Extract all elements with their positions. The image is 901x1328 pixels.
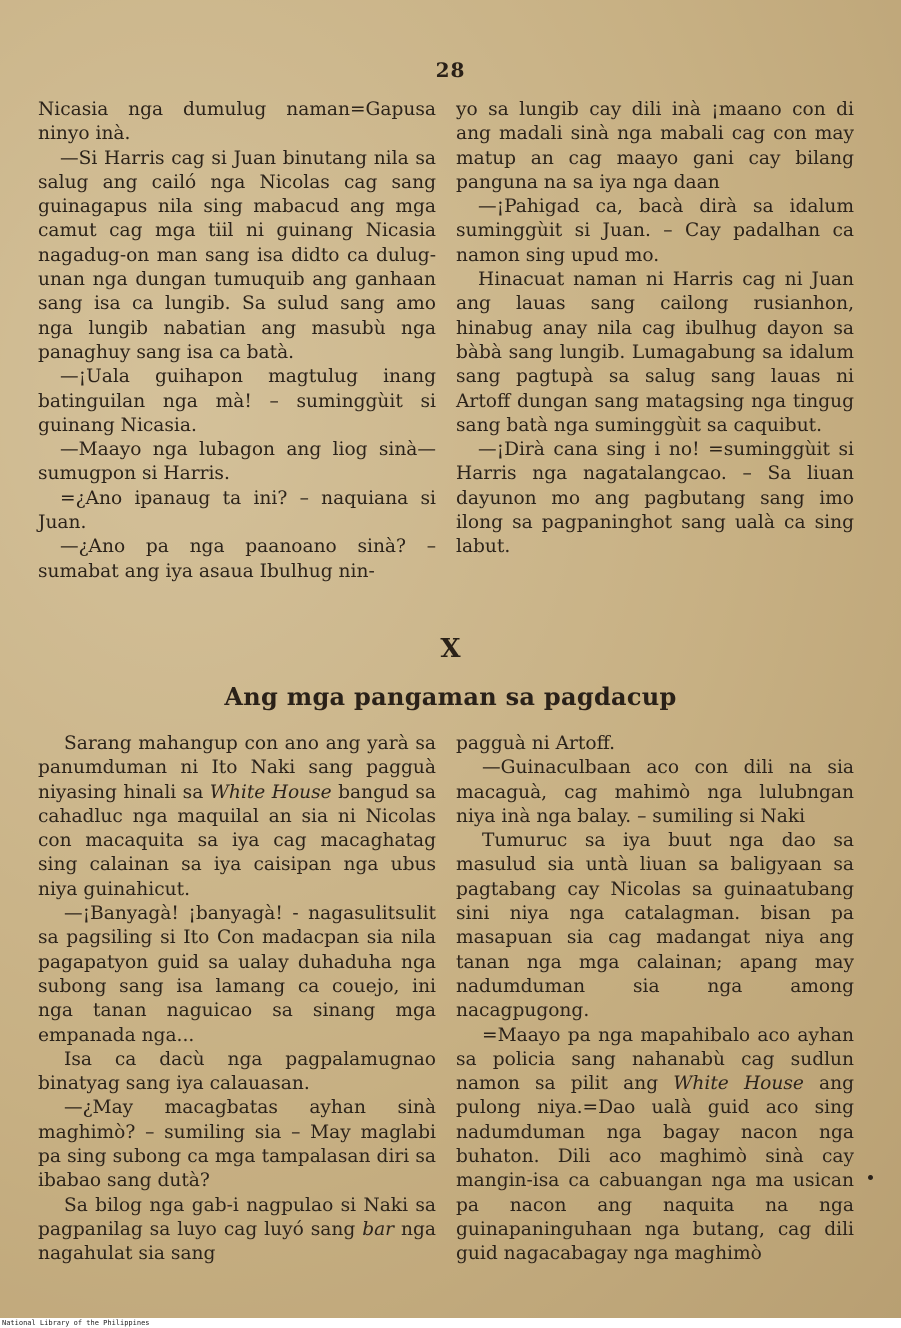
text-run: =Maayo pa nga mapahibalo aco ayhan sa policia sang nahanabù cag sudlun namon sa pilit ang xyxy=(456,1024,854,1095)
text-run: nga nagahulat sia sang xyxy=(38,1218,436,1265)
paragraph xyxy=(38,902,436,1048)
text-run: Isa ca dacù nga pagpalamugnao binatyag sang iya calauasan. xyxy=(38,1048,436,1095)
text-run: ang pulong niya.=Dao ualà guid aco sing nadumduman nga bagay nacon nga buhaton. Dili aco maghimò sinà cay mangin-isa ca cabuangan nga ma usican pa nacon ang naquita na nga guinapaninguhaan nga butang, cag dili guid nagacabagay nga maghimò xyxy=(456,1073,854,1265)
paragraph: yo sa lungib cay dili inà ¡maano con di ang madali sinà nga mabali cag con may matup an cag maayo gani cay bilang panguna na sa iya nga daan xyxy=(456,99,854,193)
paragraph: —Si Harris cag si Juan binutang nila sa salug ang cailó nga Nicolas cag sang guinagapus nila sing mabacud ang mga camut cag mga tiil ni guinang Nicasia nagadug-on man sang isa didto ca dulug-unan nga dungan tumuquib ang ganhaan sang isa ca lungib. Sa sulud sang amo nga lungib nabatian ang masubù nga panaghuy sang isa ca batà. xyxy=(38,147,436,363)
text-run: bangud sa cahadluc nga maquilal an sia ni Nicolas con macaquita sa iya cag macaghatag sing calainan sa iya caisipan nga ubus niya guinahicut. xyxy=(38,781,436,900)
paragraph xyxy=(456,1024,854,1267)
chapter-title: Ang mga pangaman sa pagdacup xyxy=(224,682,677,711)
paragraph: —¿Ano pa nga paanoano sinà? – sumabat ang iya asaua Ibulhug nin- xyxy=(38,536,436,582)
paragraph xyxy=(38,732,436,902)
paragraph xyxy=(38,1194,436,1267)
margin-dot xyxy=(868,1175,873,1180)
top-right-column xyxy=(456,98,854,560)
paragraph xyxy=(456,732,854,756)
text-run: Tumuruc sa iya buut nga dao sa masulud sia untà liuan sa baligyaan sa pagtabang cay Nicolas sa guinaatubang sini niya nga catalagman. bisan pa masapuan sia cag madangat niya ang tanan nga mga calainan; apang may nadumduman sia nga among nacagpugong. xyxy=(456,830,854,1022)
paragraph xyxy=(456,829,854,1023)
text-run: pagguà ni Artoff. xyxy=(456,733,616,754)
paragraph: =¿Ano ipanaug ta ini? – naquiana si Juan. xyxy=(38,487,436,534)
page-number: 28 xyxy=(435,58,466,82)
text-run: —¿May macagbatas ayhan sinà maghimò? – sumiling sia – May maglabi pa sing subong ca mga tampalasan diri sa ibabao sang dutà? xyxy=(38,1097,436,1192)
text-run: —Guinaculbaan aco con dili na sia macaguà, cag mahimò nga lulubngan niya inà nga balay. – sumiling si Naki xyxy=(456,757,854,827)
text-run: —¡Banyagà! ¡banyagà! - nagasulitsulit sa pagsiling si Ito Con madacpan sia nila pagapatyon guid sa ualay duhaduha nga subong sang isa lamang ca couejo, ini nga tanan naguicao sa sinang mga empanada nga... xyxy=(38,903,436,1046)
paragraph: —¡Dirà cana sing i no! =suminggùit si Harris nga nagatalangcao. – Sa liuan dayunon mo ang pagbutang sang imo ilong sa pagpaninghot sang ualà ca sing labut. xyxy=(456,439,854,558)
paragraph xyxy=(456,756,854,829)
bottom-left-column xyxy=(38,732,436,1267)
paragraph: —Maayo nga lubagon ang liog sinà—sumugpon si Harris. xyxy=(38,439,436,485)
paragraph xyxy=(38,1048,436,1097)
paragraph: —¡Pahigad ca, bacà dirà sa idalum suminggùit si Juan. – Cay padalhan ca namon sing upud mo. xyxy=(456,196,854,266)
top-left-column xyxy=(38,98,436,584)
paragraph: —¡Uala guihapon magtulug inang batinguilan nga mà! – suminggùit si guinang Nicasia. xyxy=(38,366,436,436)
paragraph: Hinacuat naman ni Harris cag ni Juan ang lauas sang cailong rusianhon, hinabug anay nila cag ibulhug dayon sa bàbà sang lungib. Lumagabung sa idalum sang pagtupà sa salug sang lauas ni Artoff dungan sang matagsing nga tingug sang batà nga suminggùit sa caquibut. xyxy=(456,269,854,436)
italic-run: White House xyxy=(673,1073,804,1095)
bottom-right-column xyxy=(456,732,854,1267)
text-run: Sa bilog nga gab-i nagpulao si Naki sa pagpanilag sa luyo cag luyó sang xyxy=(38,1194,436,1240)
chapter-numeral: X xyxy=(440,634,461,664)
italic-run: bar xyxy=(362,1218,395,1240)
footer-credit: National Library of the Philippines xyxy=(0,1318,901,1328)
paragraph xyxy=(38,1096,436,1193)
paragraph: Nicasia nga dumulug naman=Gapusa ninyo inà. xyxy=(38,99,436,145)
text-run: Sarang mahangup con ano ang yarà sa panumduman ni Ito Naki sang pagguà niyasing hinali sa xyxy=(38,733,436,803)
italic-run: White House xyxy=(209,781,332,803)
